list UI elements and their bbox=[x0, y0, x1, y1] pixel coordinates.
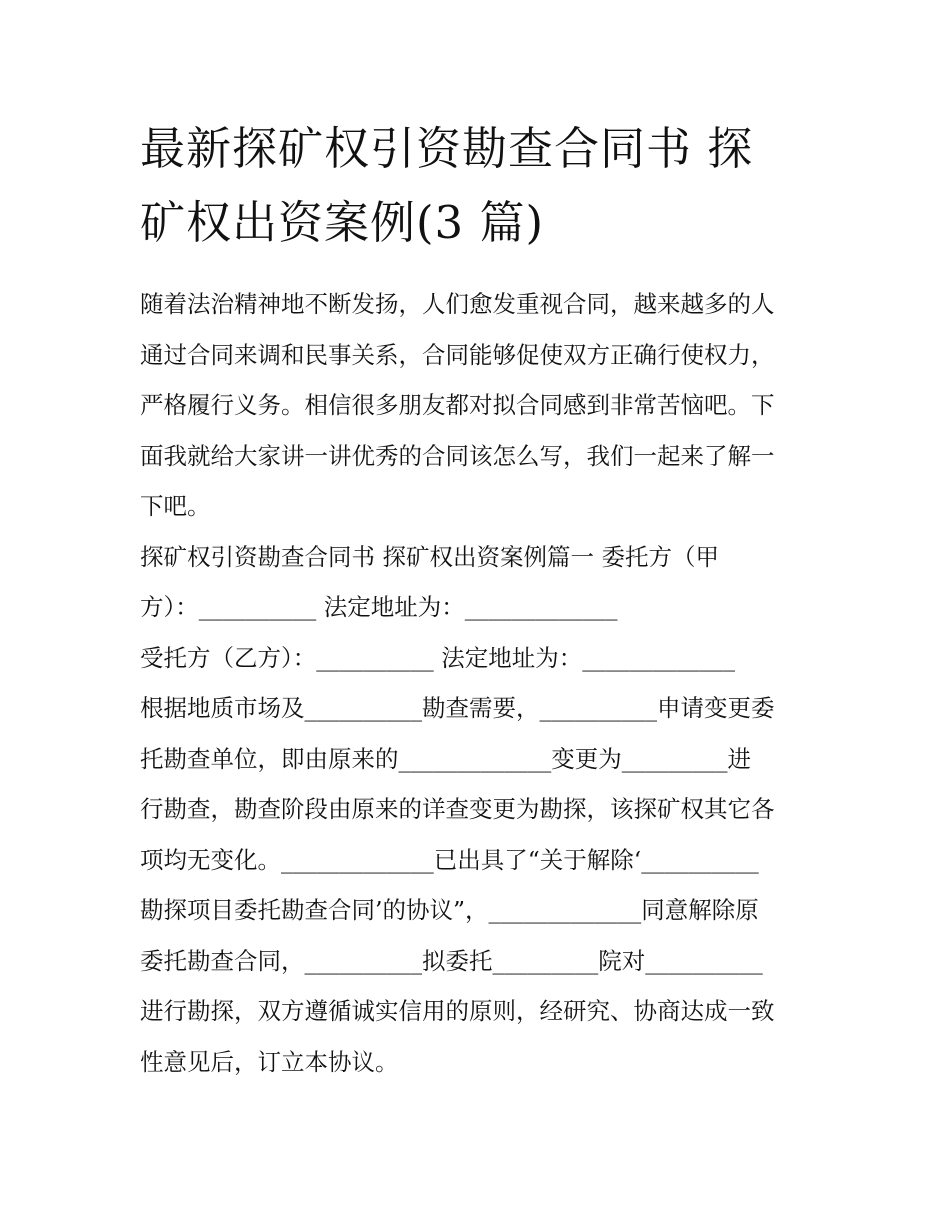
title-line-1: 最新探矿权引资勘查合同书 探 bbox=[140, 122, 754, 175]
document-body bbox=[140, 279, 830, 1087]
body-line: 根据地质市场及__________勘查需要，__________申请变更委 bbox=[140, 694, 775, 722]
section-heading-line: 探矿权引资勘查合同书 探矿权出资案例篇一 委托方（甲 bbox=[140, 542, 719, 571]
body-line: 委托勘查合同，__________拟委托_________院对__________ bbox=[140, 946, 763, 975]
party-a-line: 方）：__________ 法定地址为：_____________ bbox=[140, 593, 618, 621]
body-line: 项均无变化。_____________已出具了“关于解除‘__________ bbox=[140, 845, 759, 874]
body-line: 严格履行义务。相信很多朋友都对拟合同感到非常苦恼吧。下 bbox=[140, 391, 775, 419]
document-title bbox=[140, 112, 820, 260]
body-line: 通过合同来调和民事关系，合同能够促使双方正确行使权力， bbox=[140, 340, 775, 369]
body-line: 面我就给大家讲一讲优秀的合同该怎么写，我们一起来了解一 bbox=[140, 441, 775, 470]
title-line-2: 矿权出资案例(3 篇) bbox=[140, 196, 545, 249]
body-line: 下吧。 bbox=[140, 492, 211, 520]
body-line: 行勘查，勘查阶段由原来的详查变更为勘探，该探矿权其它各 bbox=[140, 795, 775, 823]
body-line: 勘探项目委托勘查合同’的协议”，_____________同意解除原 bbox=[140, 896, 759, 924]
body-line: 随着法治精神地不断发扬，人们愈发重视合同，越来越多的人 bbox=[140, 290, 775, 318]
body-line: 进行勘探，双方遵循诚实信用的原则，经研究、协商达成一致 bbox=[140, 997, 775, 1025]
body-line: 托勘查单位，即由原来的_____________变更为_________进 bbox=[140, 744, 751, 773]
body-line: 性意见后，订立本协议。 bbox=[140, 1047, 399, 1076]
party-b-line: 受托方（乙方）：__________ 法定地址为：_____________ bbox=[140, 643, 735, 672]
